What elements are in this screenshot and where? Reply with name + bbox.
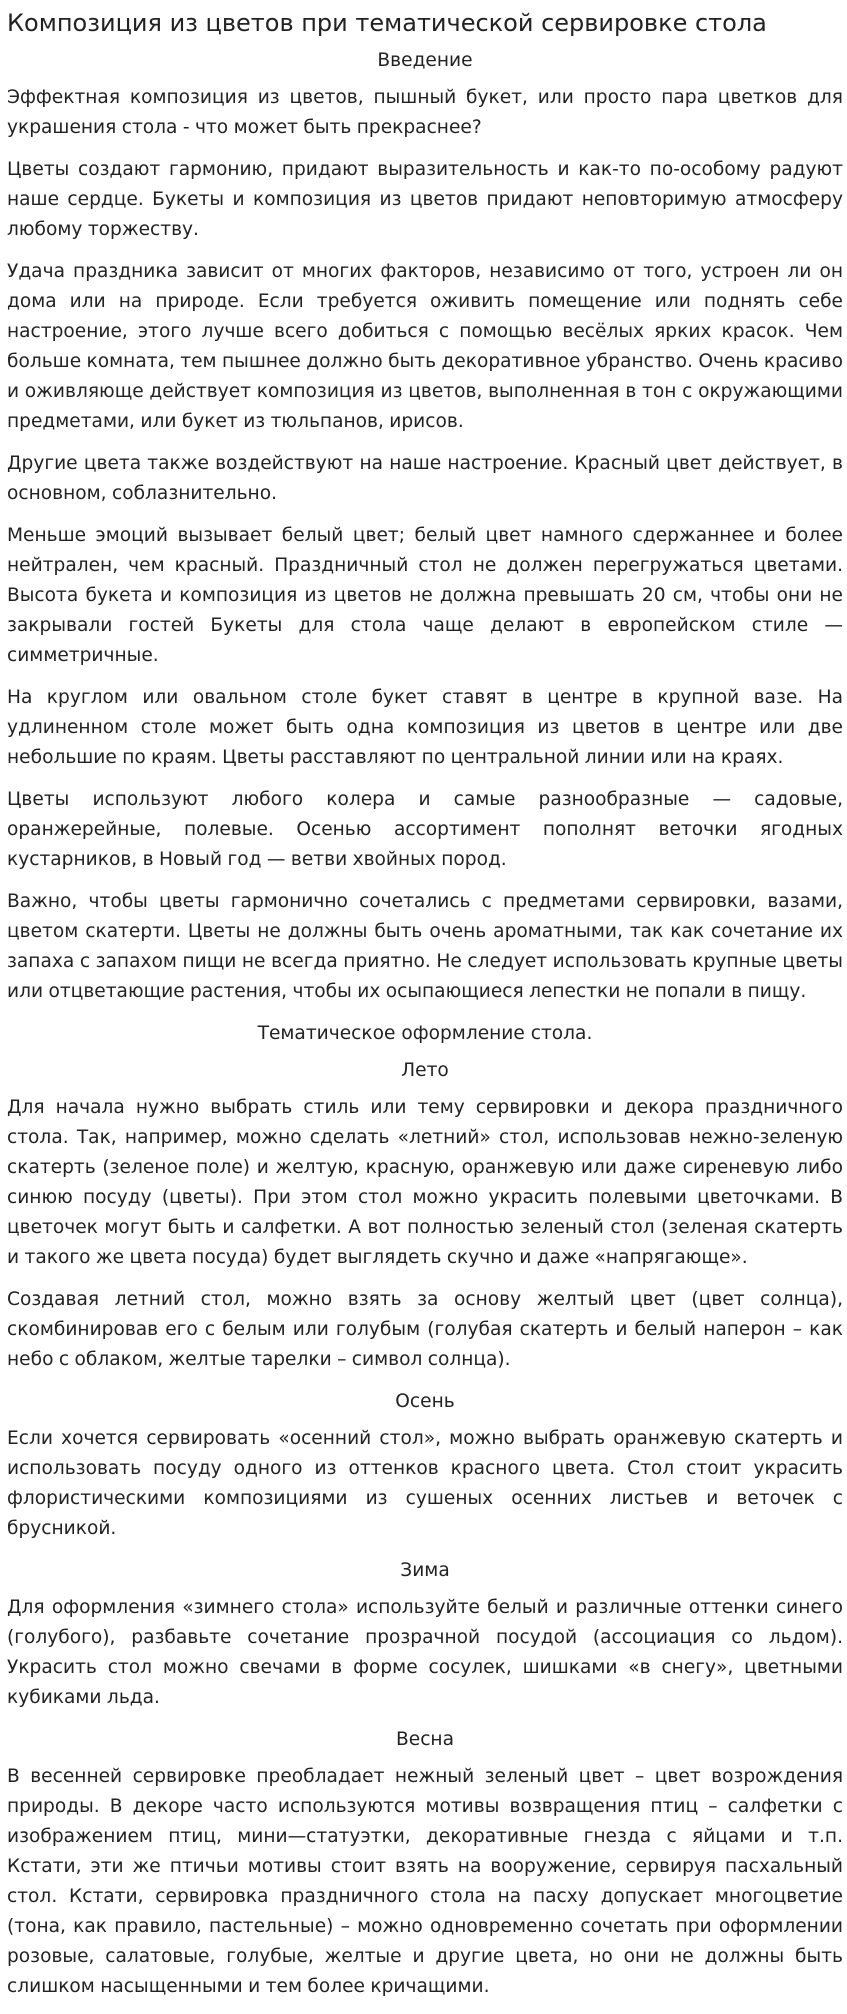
- paragraph: Для начала нужно выбрать стиль или тему сервировки и декора праздничного стола. Так, например, можно сделать «летний» стол, использовав нежно-зеленую скатерть (зеленое поле) и желтую, красную, оранжевую или даже сиреневую либо синюю посуду (цветы). При этом стол можно украсить полевыми цветочками. В цветочек могут быть и салфетки. А вот полностью зеленый стол (зеленая скатерть и такого же цвета посуда) будет выглядеть скучно и даже «напрягающе».: [7, 1097, 843, 1268]
- paragraph: Создавая летний стол, можно взять за основу желтый цвет (цвет солнца), скомбинировав его с белым или голубым (голубая скатерть и белый наперон – как небо с облаком, желтые тарелки – символ солнца).: [7, 1289, 843, 1370]
- paragraph: На круглом или овальном столе букет ставят в центре в крупной вазе. На удлиненном столе может быть одна композиция из цветов в центре или две небольшие по краям. Цветы расставляют по центральной линии или на краях.: [7, 687, 843, 768]
- paragraph: Меньше эмоций вызывает белый цвет; белый цвет намного сдержаннее и более нейтрален, чем красный. Праздничный стол не должен перегружаться цветами. Высота букета и композиция из цветов не должна превышать 20 см, чтобы они не закрывали гостей Букеты для стола чаще делают в европейском стиле — симметричные.: [7, 525, 843, 666]
- paragraph: Другие цвета также воздействуют на наше настроение. Красный цвет действует, в основном, соблазнительно.: [7, 453, 843, 504]
- section-heading: Тематическое оформление стола.: [257, 1023, 593, 1044]
- section-spring: [7, 1725, 843, 2002]
- paragraph: Цветы используют любого колера и самые разнообразные — садовые, оранжерейные, полевые. Осенью ассортимент пополнят веточки ягодных кустарников, в Новый год — ветви хвойных пород.: [7, 789, 843, 870]
- section-autumn: [7, 1387, 843, 1544]
- paragraph: Эффектная композиция из цветов, пышный букет, или просто пара цветков для украшения стола - что может быть прекраснее?: [7, 87, 843, 138]
- paragraph: Для оформления «зимнего стола» используйте белый и различные оттенки синего (голубого), разбавьте сочетание прозрачной посудой (ассоциация со льдом). Украсить стол можно свечами в форме сосулек, шишками «в снегу», цветными кубиками льда.: [7, 1597, 843, 1708]
- section-heading: Лето: [401, 1060, 449, 1081]
- paragraph: Цветы создают гармонию, придают выразительность и как-то по-особому радуют наше сердце. Букеты и композиция из цветов придают неповторимую атмосферу любому торжеству.: [7, 159, 843, 240]
- section-heading: Введение: [377, 50, 473, 71]
- article: [7, 0, 843, 2014]
- section-heading: Осень: [395, 1391, 455, 1412]
- paragraph: Если хочется сервировать «осенний стол», можно выбрать оранжевую скатерть и использовать посуду одного из оттенков красного цвета. Стол стоит украсить флористическими композициями из сушеных осенних листьев и веточек с брусникой.: [7, 1428, 843, 1539]
- page-title: Композиция из цветов при тематической сервировке стола: [7, 9, 767, 37]
- paragraph: Удача праздника зависит от многих факторов, независимо от того, устроен ли он дома или на природе. Если требуется оживить помещение или поднять себе настроение, этого лучше всего добиться с помощью весёлых ярких красок. Чем больше комната, тем пышнее должно быть декоративное убранство. Очень красиво и оживляюще действует композиция из цветов, выполненная в тон с окружающими предметами, или букет из тюльпанов, ирисов.: [7, 261, 843, 432]
- paragraph: Важно, чтобы цветы гармонично сочетались с предметами сервировки, вазами, цветом скатерти. Цветы не должны быть очень ароматными, так как сочетание их запаха с запахом пищи не всегда приятно. Не следует использовать крупные цветы или отцветающие растения, чтобы их осыпающиеся лепестки не попали в пищу.: [7, 891, 843, 1002]
- section-summer: [7, 1056, 843, 1375]
- paragraph: В весенней сервировке преобладает нежный зеленый цвет – цвет возрождения природы. В декоре часто используются мотивы возвращения птиц – салфетки с изображением птиц, мини—статуэтки, декоративные гнезда с яйцами и т.п. Кстати, эти же птичьи мотивы стоит взять на вооружение, сервируя пасхальный стол. Кстати, сервировка праздничного стола на пасху допускает многоцветие (тона, как правило, пастельные) – можно одновременно сочетать при оформлении розовые, салатовые, голубые, желтые и другие цвета, но они не должны быть слишком насыщенными и тем более кричащими.: [7, 1766, 843, 1997]
- section-winter: [7, 1556, 843, 1713]
- section-heading: Весна: [396, 1729, 454, 1750]
- section-thematic: [7, 1019, 843, 1049]
- section-heading: Зима: [400, 1560, 450, 1581]
- section-introduction: [7, 46, 843, 1007]
